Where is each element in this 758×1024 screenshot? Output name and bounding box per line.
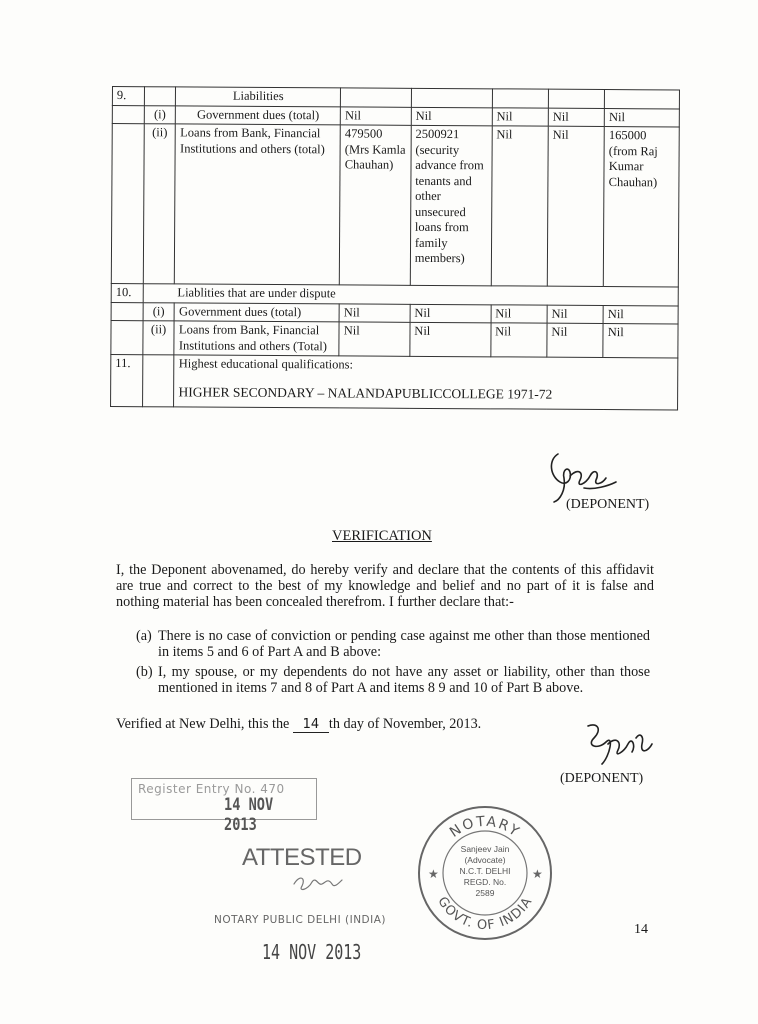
liabilities-table: [110, 86, 680, 410]
table-cell: Nil: [492, 107, 548, 126]
seal-name: Sanjeev Jain: [460, 844, 510, 854]
svg-text:NOTARY: [447, 814, 523, 841]
notary-public-text: NOTARY PUBLIC DELHI (INDIA): [214, 914, 387, 926]
sub-number: (i): [143, 302, 175, 321]
table-cell: Nil: [547, 323, 603, 357]
seal-bottom-text: GOVT. OF INDIA: [434, 894, 536, 934]
verification-paragraph: I, the Deponent abovenamed, do hereby verify and declare that the contents of this affidavit are true and correct to the best of my knowledge and belief and no part of it is false and nothing material has been concealed therefrom. I further declare that:-: [116, 562, 654, 610]
seal-place: N.C.T. DELHI: [459, 866, 511, 876]
attested-stamp: ATTESTED: [242, 844, 362, 871]
seal-star-icon: ★: [532, 867, 543, 881]
table-cell: Nil: [491, 304, 547, 323]
verification-title: VERIFICATION: [332, 528, 432, 544]
deponent-signature: [578, 716, 658, 774]
table-cell: Nil: [411, 107, 492, 126]
svg-text:GOVT. OF INDIA: [434, 894, 535, 933]
qualification-value: HIGHER SECONDARY – NALANDAPUBLICCOLLEGE 1971-72: [178, 383, 553, 402]
row-title: Liablities that are under dispute: [143, 284, 678, 306]
table-cell: 2500921 (security advance from tenants and other unsecured loans from family members): [410, 125, 492, 285]
attested-date: 14 NOV 2013: [262, 940, 362, 964]
notary-seal: [414, 802, 556, 944]
page-number: 14: [634, 922, 648, 937]
row-title: Highest educational qualifications:: [178, 356, 354, 372]
table-cell: Nil: [547, 126, 604, 286]
table-row: [111, 320, 678, 357]
row-description: Government dues (total): [175, 302, 340, 322]
row-number: 10.: [111, 283, 143, 302]
table-cell: Nil: [410, 304, 491, 323]
table-cell: Nil: [339, 303, 410, 322]
deponent-label: (DEPONENT): [566, 497, 650, 512]
table-cell: Nil: [603, 305, 678, 324]
seal-top-text: NOTARY: [446, 813, 524, 841]
table-cell: Nil: [603, 324, 678, 358]
seal-regd: REGD. No.: [463, 877, 507, 887]
row-number: 11.: [111, 354, 143, 406]
seal-role: (Advocate): [464, 855, 506, 865]
table-cell: Nil: [491, 323, 547, 357]
sub-number: (ii): [143, 321, 175, 355]
table-cell: Nil: [339, 322, 410, 356]
row-description: Government dues (total): [176, 105, 341, 125]
table-cell: Nil: [604, 108, 679, 127]
table-cell: Nil: [491, 126, 548, 286]
sub-number: (ii): [143, 124, 176, 284]
verified-line: Verified at New Delhi, this the 14 th day of November, 2013.: [116, 716, 482, 732]
row-title: Liabilities: [176, 87, 341, 107]
table-cell: Nil: [547, 305, 603, 324]
table-cell: Nil: [340, 106, 411, 125]
row-description: Loans from Bank, Financial Institutions and others (Total): [174, 321, 339, 356]
sub-number: (i): [144, 105, 176, 124]
table-cell: Nil: [410, 322, 491, 356]
table-row: [111, 124, 679, 287]
table-cell: 479500 (Mrs Kamla Chauhan): [339, 125, 411, 285]
register-entry-stamp: Register Entry No. 470 14 NOV 2013: [131, 778, 317, 820]
notary-signature: [290, 868, 350, 896]
declaration-item-b: (b) I, my spouse, or my dependents do not have any asset or liability, other than those mentioned in items 7 and 8 of Part A and items 8 9 and 10 of Part B above.: [136, 664, 650, 696]
row-description: Loans from Bank, Financial Institutions and others (total): [175, 124, 341, 285]
declaration-item-a: (a) There is no case of conviction or pending case against me other than those mentioned in items 5 and 6 of Part A and B above:: [136, 628, 650, 660]
deponent-label: (DEPONENT): [560, 771, 644, 786]
table-row: [111, 354, 678, 409]
row-number: 9.: [112, 87, 144, 106]
seal-star-icon: ★: [428, 867, 439, 881]
table-cell: 165000 (from Raj Kumar Chauhan): [604, 127, 680, 287]
verified-day: 14: [293, 717, 329, 733]
table-cell: Nil: [548, 108, 604, 127]
seal-number: 2589: [475, 888, 495, 898]
